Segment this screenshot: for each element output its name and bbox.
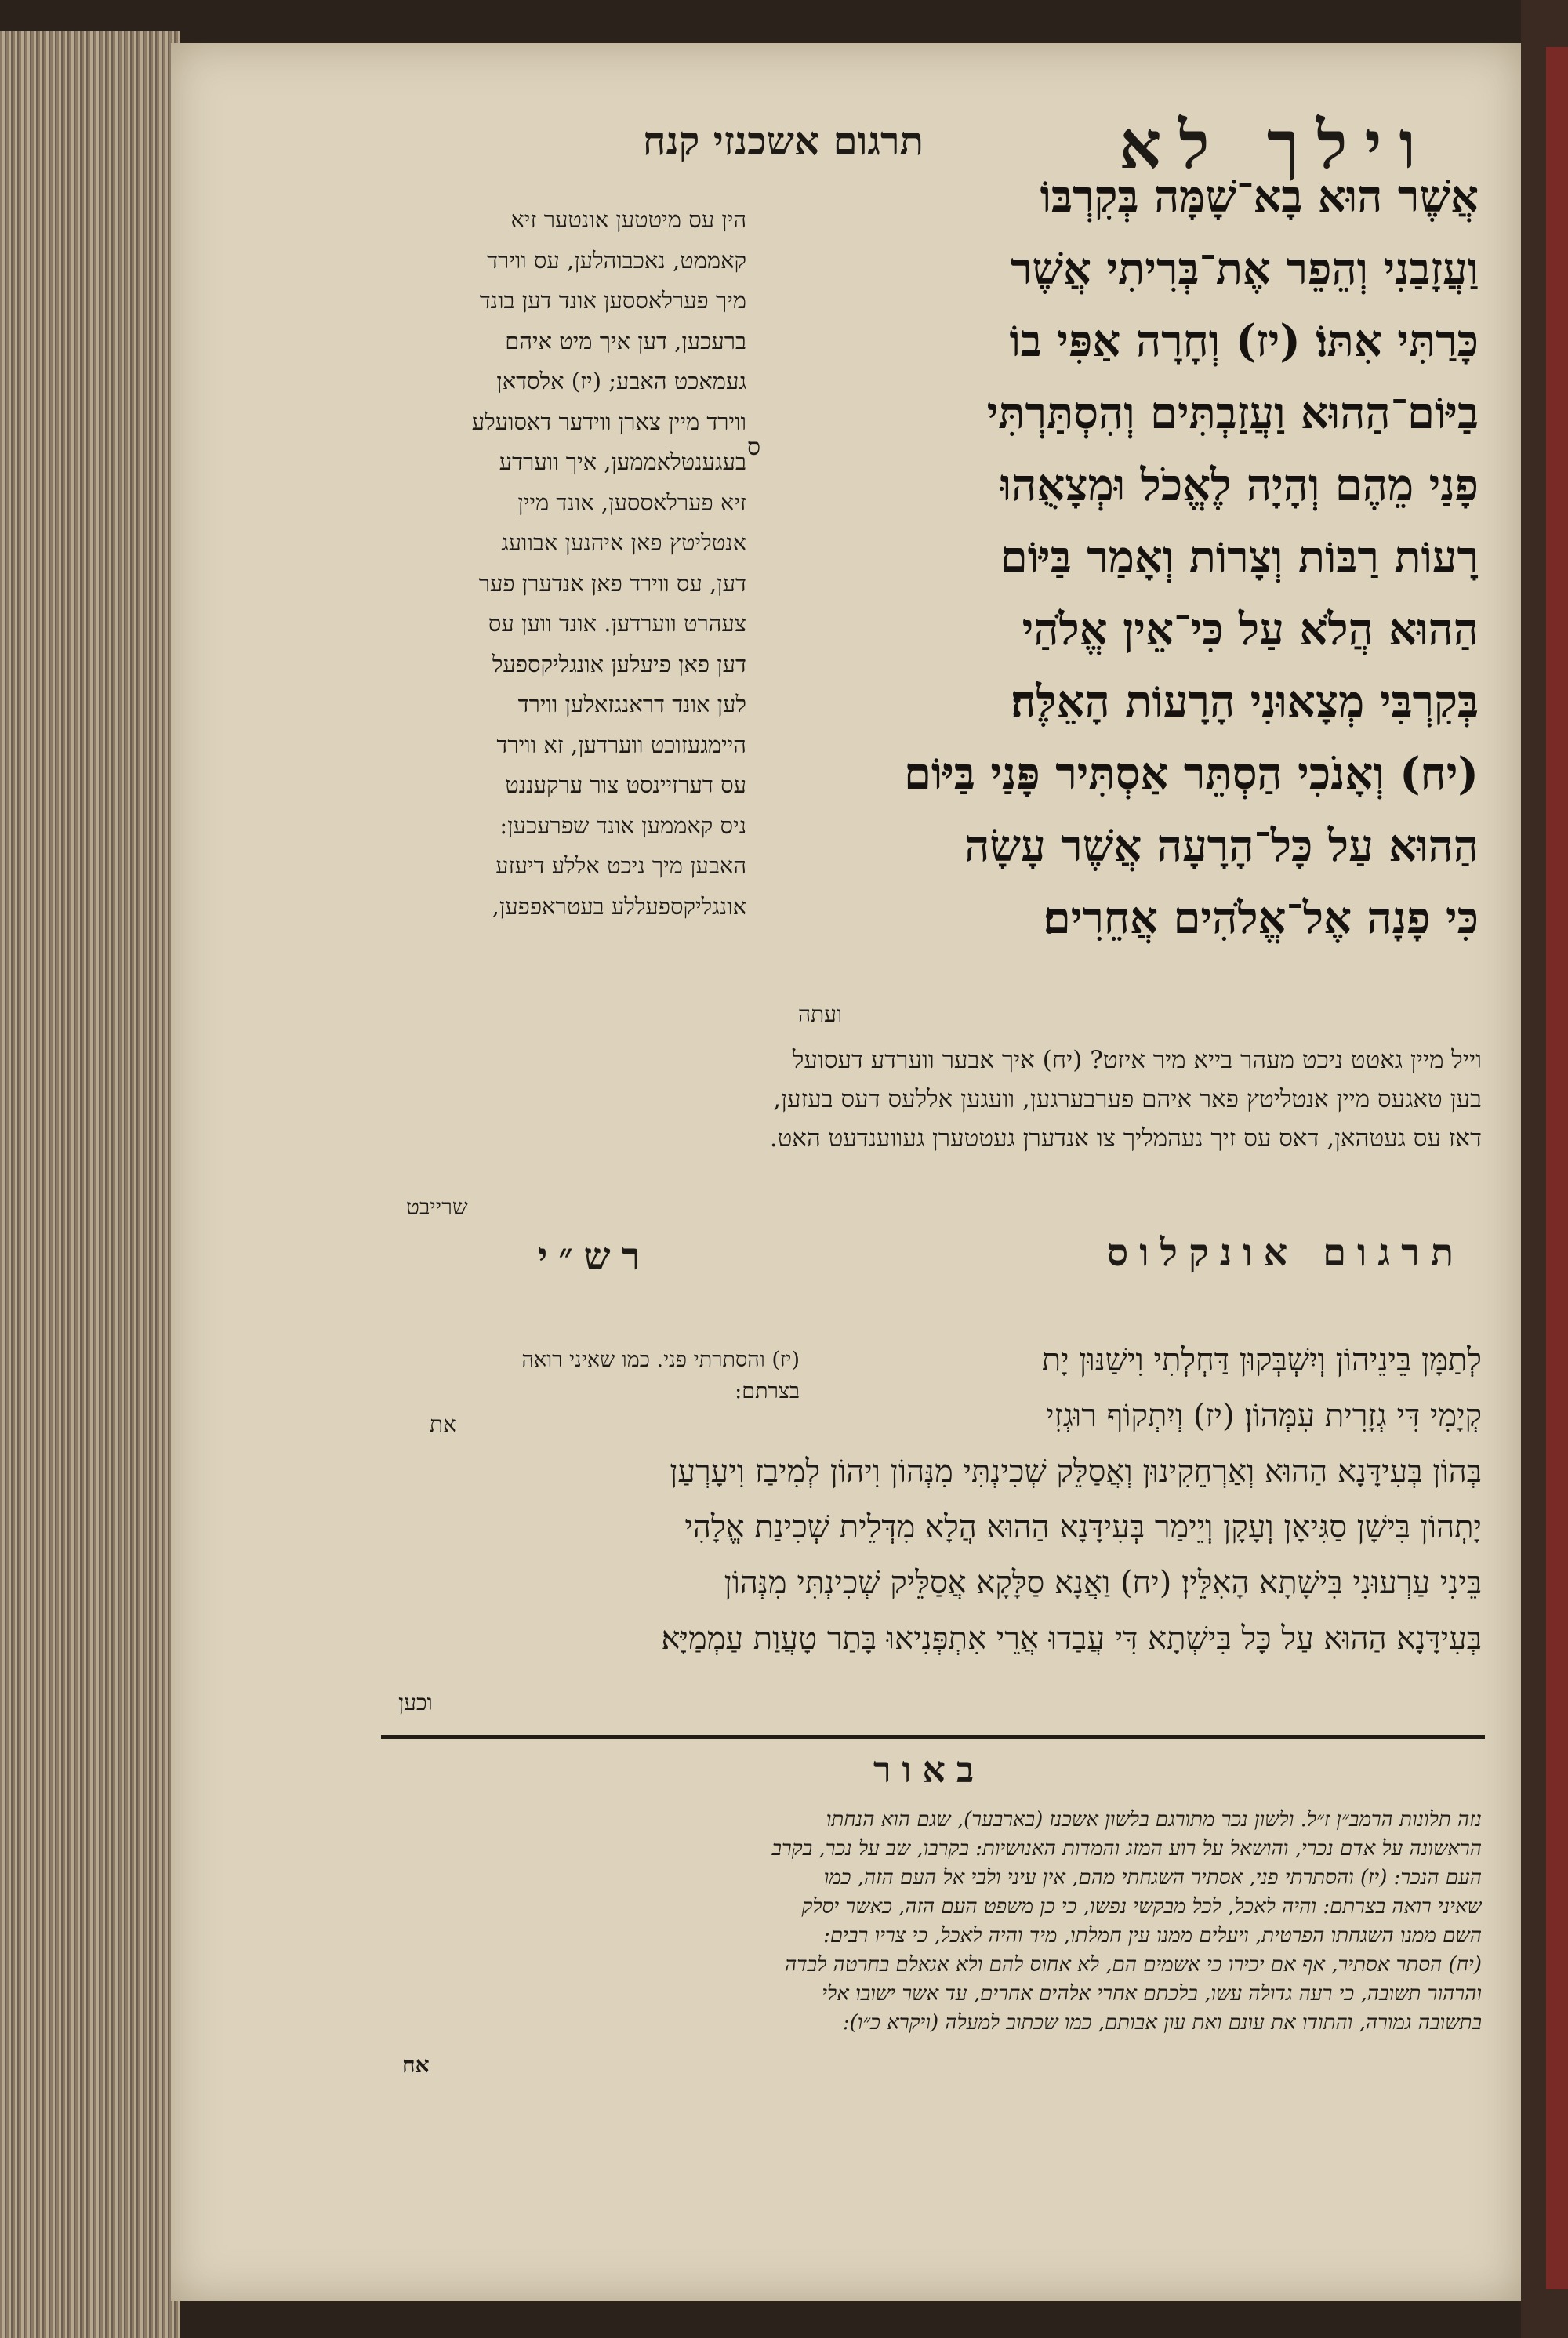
biur-line: בתשובה גמורה, והתודו את עונם ואת עון אבותם, כמו שכתוב למעלה (ויקרא כ״ו): xyxy=(842,2011,1482,2035)
section-divider xyxy=(381,1735,1485,1739)
rashi-line: בצרתם: xyxy=(735,1379,800,1403)
targum-line: זיא פערלאססען, אונד מיין xyxy=(517,488,746,516)
biur-line: (יח) הסתר אסתיר, אף אם יכירו כי אשמים הם, לא אחוס להם ולא אגאלם בחרטה לבדה xyxy=(785,1953,1482,1977)
verse-line: (יח) וְאָנֹכִי הַסְתֵּר אַסְתִּיר פָּנַי בַּיּוֹם xyxy=(903,748,1479,800)
targum-line: עס דערזיינסט צור ערקעננט xyxy=(505,771,746,798)
verse-catchword: ועתה xyxy=(798,1001,843,1027)
targum-line: הין עס מיטטען אונטער זיא xyxy=(510,206,746,233)
verse-line: כִּי פָנָה אֶל־אֱלֹהִים אֲחֵרִים׃ xyxy=(1043,892,1479,944)
onkelos-catchword-bottom: וכען xyxy=(398,1690,433,1715)
onkelos-line: בֵּינִי עַרְעוּנִי בִּישָׁתָא הָאִלֵּין׃ (יח) וַאֲנָא סַלָּקָא אֲסַלֵּיק שְׁכִינְתִּי מִנְּהוֹן xyxy=(724,1565,1482,1601)
verse-line: וַעֲזָבַנִי וְהֵפֵר אֶת־בְּרִיתִי אֲשֶׁר xyxy=(1010,243,1479,295)
targum-line: דען פאן פיעלען אונגליקספעל xyxy=(492,650,746,677)
targum-line: ברעכען, דען איך מיט איהם xyxy=(505,327,746,354)
targum-line: צעהרט ווערדען. אונד ווען עס xyxy=(488,610,746,637)
column-title: תרגום אשכנזי קנח xyxy=(642,118,924,164)
targum-wide-line: דאז עס געטהאן, דאס עס זיך נעהמליך צו אנדערן געטטערן געווענדעט האט. xyxy=(769,1124,1482,1153)
biur-line: נזה תלונות הרמב״ן ז״ל. ולשון נכר מתורגם בלשון אשכנז (בארבער), שגם הוא הנחתו xyxy=(826,1808,1482,1832)
verse-line: הַהוּא עַל כָּל־הָרָעָה אֲשֶׁר עָשָׂה xyxy=(964,820,1479,872)
book-cover-edge xyxy=(1521,0,1568,2338)
biur-line: הראשונה על אדם נכרי, והושאל על רוע המזג והמדות האנושיות: בקרבו, שב על נכר, בקרב xyxy=(771,1837,1482,1861)
targum-ashkenazi-column xyxy=(376,200,746,927)
onkelos-heading: תרגום אונקלוס xyxy=(1106,1231,1465,1275)
rashi-heading: רש״י xyxy=(537,1235,652,1279)
targum-ashkenazi-continuation xyxy=(376,1040,1482,1158)
rashi-text xyxy=(376,1345,800,1407)
book-page-edges xyxy=(0,31,180,2338)
book-title: וילך לא xyxy=(1119,106,1433,183)
targum-line: אנטליטץ פאן איהנען אבוועג xyxy=(501,529,746,556)
targum-line: אונגליקספעללע בעטראפפען, xyxy=(492,892,746,920)
targum-line: קאממט, נאכבוהלען, עס ווירד xyxy=(487,246,746,274)
verse-line: בְּקִרְבִּי מְצָאוּנִי הָרָעוֹת הָאֵלֶּה׃ xyxy=(1011,676,1479,728)
onkelos-line: בְּהוֹן בְּעִידָּנָא הַהוּא וְאַרְחֵקִינוּן וְאֲסַלֵּק שְׁכִינְתִּי מִנְּהוֹן וִיהוֹן לְמִיבַז וִיעָרְעַן xyxy=(670,1454,1482,1490)
rashi-line: (יז) והסתרתי פני. כמו שאיני רואה xyxy=(521,1348,800,1372)
targum-line: מיך פערלאססען אונד דען בונד xyxy=(479,287,746,314)
verse-line: אֲשֶׁר הוּא בָא־שָׁמָּה בְּקִרְבּוֹ xyxy=(1040,171,1479,223)
verse-line: רָעוֹת רַבּוֹת וְצָרוֹת וְאָמַר בַּיּוֹם xyxy=(1000,532,1479,583)
biur-line: השם ממנו השגחתו הפרטית, ויעלים ממנו עין חמלתו, מיד והיה לאכל, כי צריו רבים: xyxy=(823,1924,1482,1948)
biur-line: שאיני רואה בצרתם: והיה לאכל, לכל מבקשי נפשו, כי כן משפט העם הזה, כאשר יסלק xyxy=(801,1895,1482,1919)
verse-line: פָנַי מֵהֶם וְהָיָה לֶאֱכֹל וּמְצָאֻהוּ xyxy=(1000,459,1479,511)
biur-line: והרהור תשובה, כי רעה גדולה עשו, בלכתם אחרי אלהים אחרים, עד אשר ישובו אלי xyxy=(822,1982,1482,2006)
onkelos-line: קְיָמִי דִּי גְזָרִית עִמְּהוֹן׃ (יז) וְיִתְקוֹף רוּגְזִי xyxy=(1046,1398,1482,1434)
targum-line: דען, עס ווירד פאן אנדערן פער xyxy=(478,569,746,597)
targum-line: געמאכט האבע; (יז) אלסדאן xyxy=(496,368,746,394)
targum-line: ניס קאממען אונד שפרעכען: xyxy=(499,811,746,839)
cover-spine xyxy=(1546,47,1568,2289)
verse-line: כָּרַתִּי אִתּוֹ׃ (יז) וְחָרָה אַפִּי בוֹ xyxy=(1009,315,1479,367)
targum-wide-line: וייל מיין גאטט ניכט מעהר בייא מיר איזט? (יח) איך אבער ווערדע דעסועל xyxy=(792,1046,1482,1074)
onkelos-line: יָתְהוֹן בִּישָׁן סַגִּיאָן וְעָקָן וְיֵימַר בְּעִידָּנָא הַהוּא הֲלָא מִדְּלֵית שְׁכִינַת אֱלָהִי xyxy=(684,1509,1482,1545)
biur-heading: באור xyxy=(873,1748,985,1791)
onkelos-line: בְּעִידָּנָא הַהוּא עַל כָּל בִּישְׁתָא דִּי עֲבַדוּ אֲרֵי אִתְפְּנִיאוּ בָּתַר טָעֲוַת עַמְמַיָּא׃ xyxy=(661,1621,1482,1657)
targum-line: בעגענטלאממען, איך ווערדע xyxy=(499,448,746,475)
targum-catchword: שרייבט xyxy=(406,1194,468,1220)
targum-line: האבען מיך ניכט אללע דיעזע xyxy=(495,852,746,879)
onkelos-catchword-top: את xyxy=(430,1411,456,1437)
targum-wide-line: בען טאגעס מיין אנטליטץ פאר איהם פערבערגען, וועגען אללעס דעס בעזען, xyxy=(773,1085,1482,1113)
targum-line: לען אונד דראנגזאלען ווירד xyxy=(517,691,746,717)
targum-line: ווירד מיין צארן ווידער דאסועלע xyxy=(471,408,746,435)
hebrew-verse-text xyxy=(757,161,1479,954)
book-page xyxy=(171,43,1521,2301)
biur-line: העם הנכר: (יז) והסתרתי פני, אסתיר השגחתי מהם, אין עיני ולבי אל העם הזה, כמו xyxy=(823,1866,1482,1890)
verse-line: בַיּוֹם־הַהוּא וַעֲזַבְתִּים וְהִסְתַּרְתִּי xyxy=(986,387,1479,439)
biur-catchword: אח xyxy=(402,2052,430,2078)
onkelos-line: לְתַמָּן בֵּינֵיהוֹן וְיִשְׁבְּקוּן דַּחְלְתִי וִישַׁנּוּן יָת xyxy=(1041,1342,1482,1378)
targum-line: היימגעזוכט ווערדען, זא ווירד xyxy=(496,731,746,758)
biur-text xyxy=(376,1806,1482,2038)
verse-line: הַהוּא הֲלֹא עַל כִּי־אֵין אֱלֹהַי xyxy=(1022,604,1479,655)
margin-note: ס xyxy=(747,434,761,461)
